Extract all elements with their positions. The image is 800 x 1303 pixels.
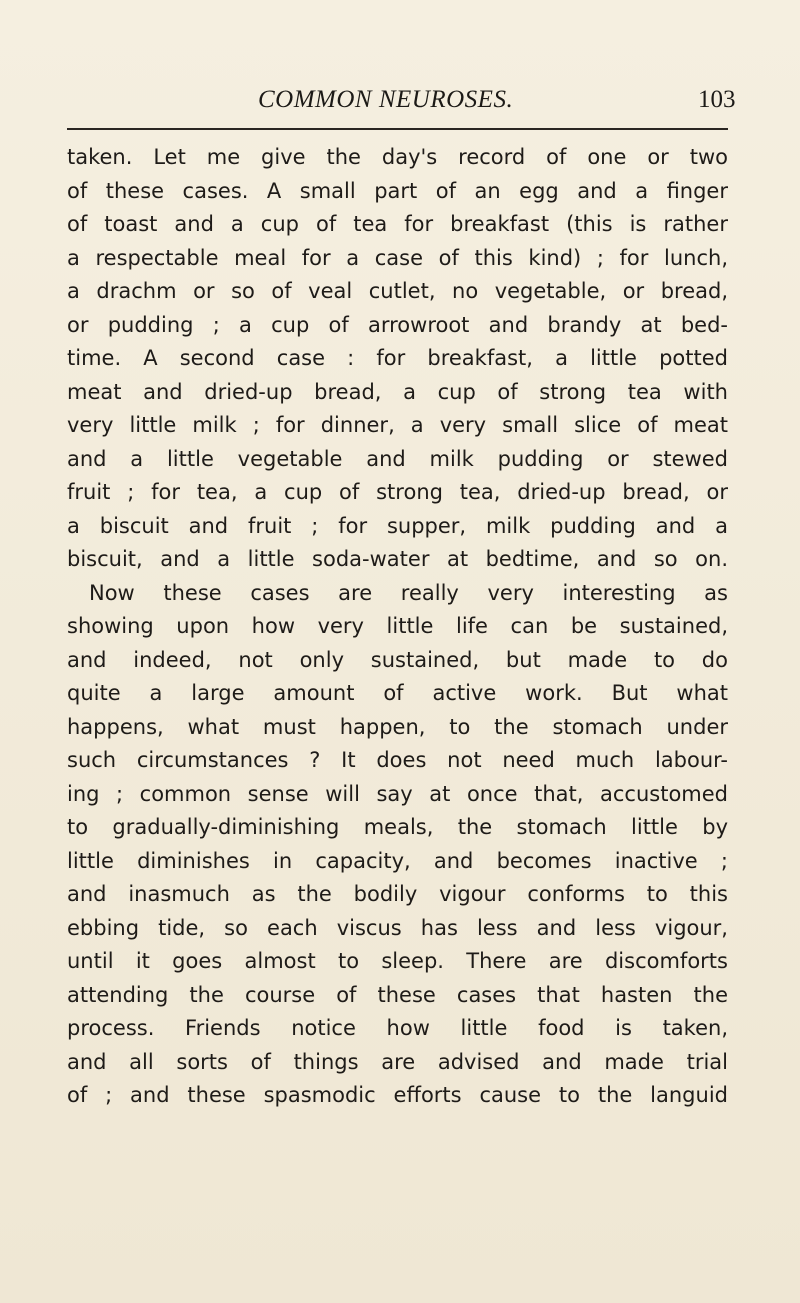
text-line: of toast and a cup of tea for breakfast (this is rather bbox=[67, 212, 728, 236]
text-line: and inasmuch as the bodily vigour conforms to this bbox=[67, 882, 728, 906]
text-line: ebbing tide, so each viscus has less and less vigour, bbox=[67, 915, 728, 940]
text-line: a drachm or so of veal cutlet, no vegetable, or bread, bbox=[67, 279, 728, 303]
text-line: biscuit, and a little soda-water at bedtime, and so on. bbox=[67, 547, 728, 571]
text-line: showing upon how very little life can be sustained, bbox=[67, 614, 728, 638]
text-line: fruit ; for tea, a cup of strong tea, dried-up bread, or bbox=[67, 480, 728, 504]
text-line: quite a large amount of active work. But what bbox=[67, 681, 728, 705]
text-line: process. Friends notice how little food is taken, bbox=[67, 1016, 728, 1040]
text-line: very little milk ; for dinner, a very small slice of meat bbox=[67, 413, 728, 437]
text-line: such circumstances ? It does not need much labour- bbox=[67, 748, 728, 772]
text-line: happens, what must happen, to the stomach under bbox=[67, 714, 728, 739]
text-line: and a little vegetable and milk pudding or stewed bbox=[67, 446, 728, 471]
text-line: or pudding ; a cup of arrowroot and brandy at bed- bbox=[67, 312, 728, 337]
paragraph-first-line: Now these cases are really very interesting as bbox=[89, 580, 728, 605]
text-line: of these cases. A small part of an egg and a finger bbox=[67, 178, 728, 203]
text-line: and all sorts of things are advised and made trial bbox=[67, 1049, 728, 1074]
text-line: a respectable meal for a case of this kind) ; for lunch, bbox=[67, 245, 728, 270]
text-line: time. A second case : for breakfast, a little potted bbox=[67, 346, 728, 370]
text-line: and indeed, not only sustained, but made to do bbox=[67, 647, 728, 672]
text-line: little diminishes in capacity, and becomes inactive ; bbox=[67, 848, 728, 873]
text-line: to gradually-diminishing meals, the stomach little by bbox=[67, 815, 728, 839]
text-line: of ; and these spasmodic efforts cause to the languid bbox=[67, 1083, 728, 1107]
running-head-title: COMMON NEUROSES. bbox=[258, 86, 514, 113]
text-line: meat and dried-up bread, a cup of strong tea with bbox=[67, 379, 728, 404]
text-line: attending the course of these cases that hasten the bbox=[67, 982, 728, 1007]
body-text bbox=[67, 141, 728, 1113]
text-line: until it goes almost to sleep. There are discomforts bbox=[67, 949, 728, 973]
page-number: 103 bbox=[698, 86, 736, 113]
text-line: ing ; common sense will say at once that, accustomed bbox=[67, 781, 728, 806]
text-line: a biscuit and fruit ; for supper, milk pudding and a bbox=[67, 513, 728, 538]
text-line: taken. Let me give the day's record of one or two bbox=[67, 145, 728, 169]
header-rule bbox=[67, 128, 728, 130]
